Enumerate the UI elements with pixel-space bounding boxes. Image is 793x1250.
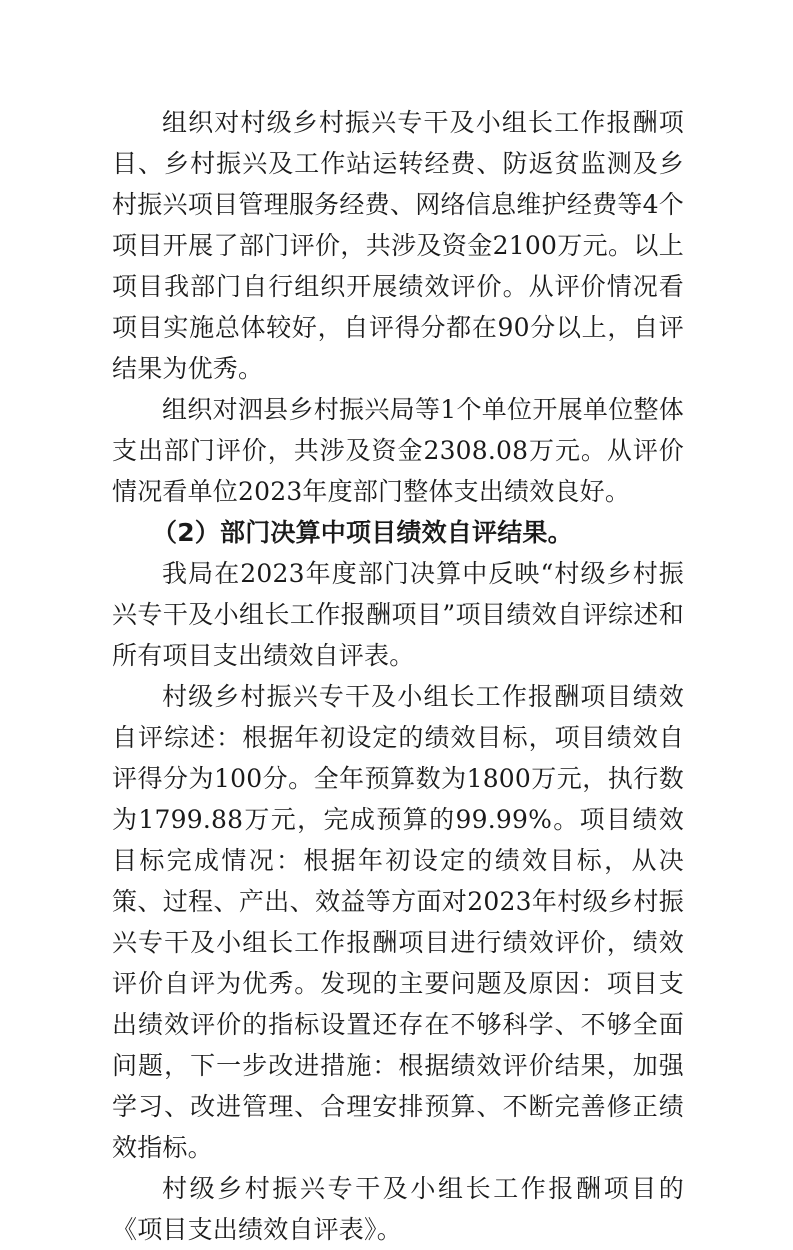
paragraph-unit-evaluation: 组织对泗县乡村振兴局等1个单位开展单位整体支出部门评价，共涉及资金2308.08万元。从评价情况看单位2023年度部门整体支出绩效良好。	[112, 395, 684, 506]
document-body	[112, 102, 684, 1250]
paragraph-self-evaluation-table: 村级乡村振兴专干及小组长工作报酬项目的《项目支出绩效自评表》。	[112, 1174, 684, 1244]
section-heading: （2）部门决算中项目绩效自评结果。	[152, 518, 573, 547]
paragraph-project-evaluation: 组织对村级乡村振兴专干及小组长工作报酬项目、乡村振兴及工作站运转经费、防返贫监测及乡村振兴项目管理服务经费、网络信息维护经费等4个项目开展了部门评价，共涉及资金2100万元。以上项目我部门自行组织开展绩效评价。从评价情况看项目实施总体较好，自评得分都在90分以上，自评结果为优秀。	[112, 108, 684, 383]
paragraph-final-accounts: 我局在2023年度部门决算中反映“村级乡村振兴专干及小组长工作报酬项目”项目绩效自评综述和所有项目支出绩效自评表。	[112, 559, 684, 670]
paragraph-self-evaluation-summary: 村级乡村振兴专干及小组长工作报酬项目绩效自评综述：根据年初设定的绩效目标，项目绩效自评得分为100分。全年预算数为1800万元，执行数为1799.88万元，完成预算的99.99%。项目绩效目标完成情况：根据年初设定的绩效目标，从决策、过程、产出、效益等方面对2023年村级乡村振兴专干及小组长工作报酬项目进行绩效评价，绩效评价自评为优秀。发现的主要问题及原因：项目支出绩效评价的指标设置还存在不够科学、不够全面问题，下一步改进措施：根据绩效评价结果，加强学习、改进管理、合理安排预算、不断完善修正绩效指标。	[112, 682, 684, 1162]
